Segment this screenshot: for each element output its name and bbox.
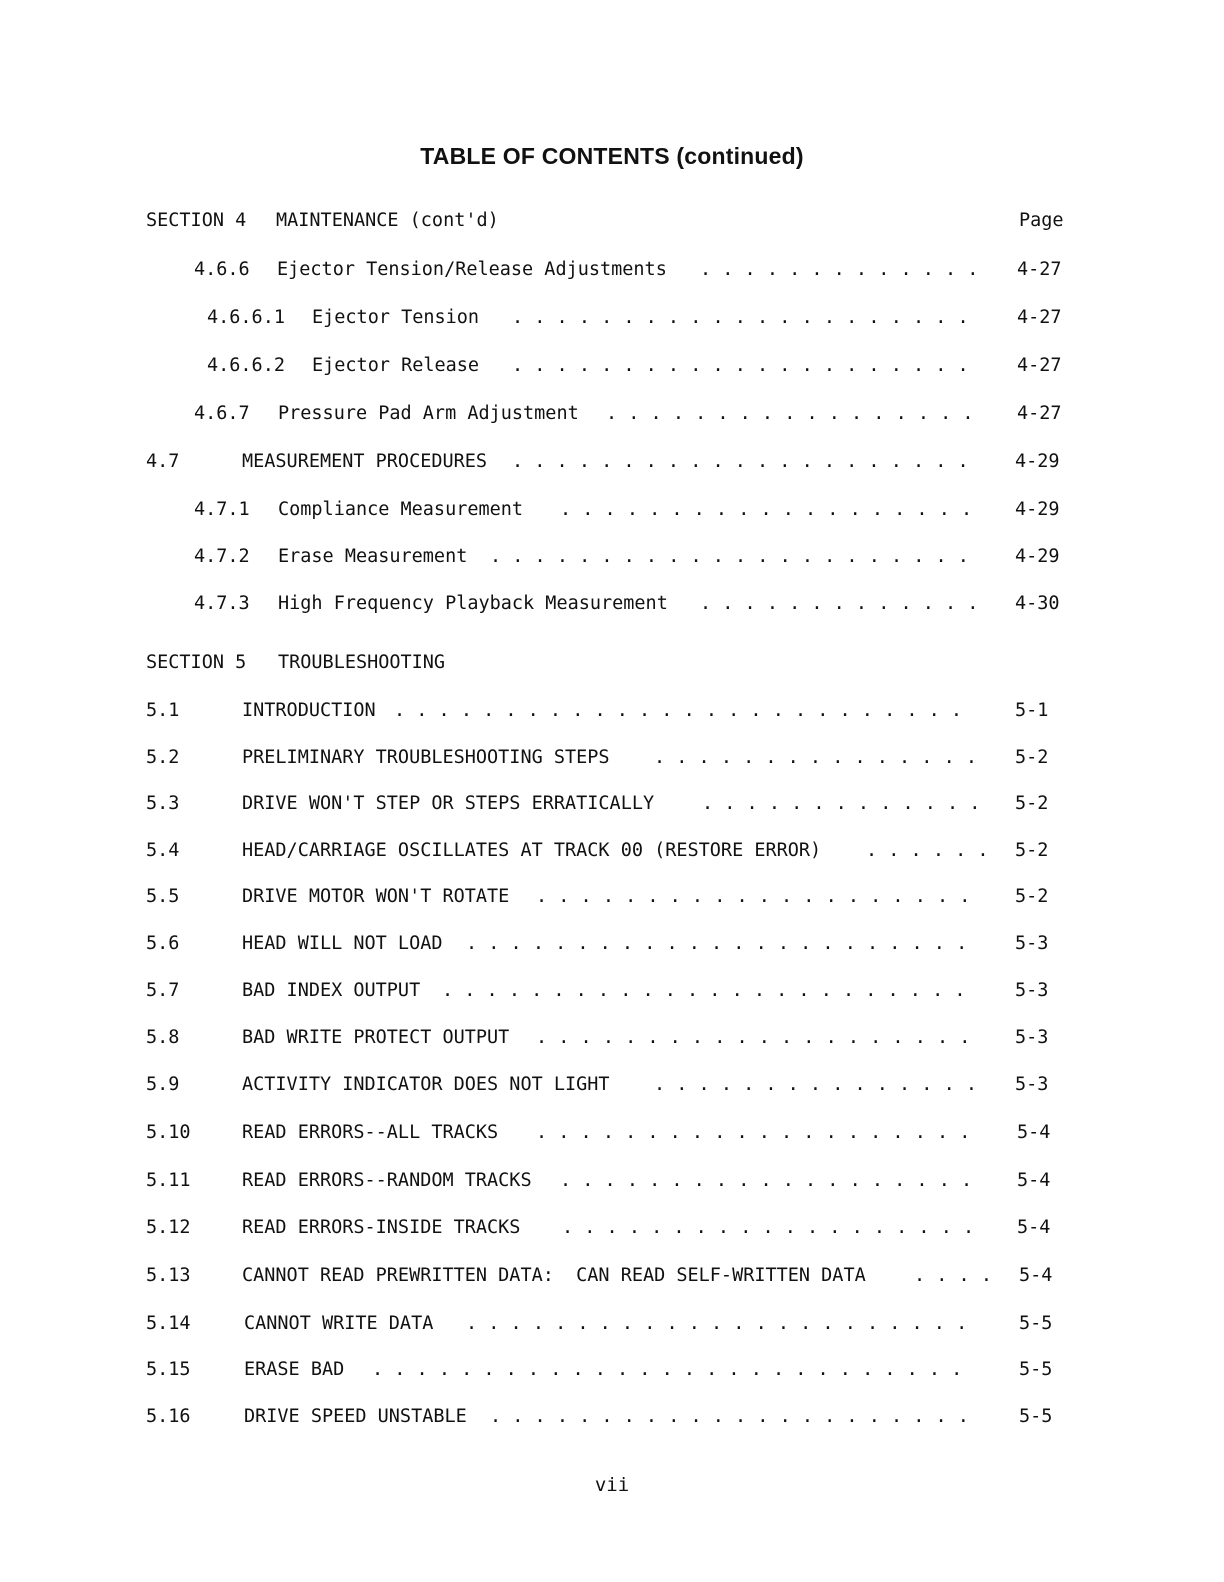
page-title: TABLE OF CONTENTS (continued) [420,143,804,169]
entry-page: 5-1 [1015,700,1049,721]
entry-title: Ejector Tension [312,307,480,328]
toc-entry[interactable] [0,977,1224,1005]
entry-page: 5-3 [1015,1074,1049,1095]
entry-title: ACTIVITY INDICATOR DOES NOT LIGHT [242,1074,610,1095]
entry-number: 5.14 [146,1313,191,1334]
toc-entry[interactable] [0,1403,1224,1431]
entry-title: READ ERRORS-INSIDE TRACKS [242,1217,521,1238]
entry-title: High Frequency Playback Measurement [278,593,668,614]
leader-dots: . . . . . . . . . . . . . . . . . . . [560,1170,973,1191]
entry-number: 5.1 [146,700,180,721]
leader-dots: . . . . . . . . . . . . . . . . . . . . . . [490,546,969,567]
entry-number: 5.13 [146,1265,191,1286]
entry-title: HEAD/CARRIAGE OSCILLATES AT TRACK 00 (RESTORE ERROR) [242,840,822,861]
toc-entry[interactable] [0,1310,1224,1338]
section-title: MAINTENANCE (cont'd) [276,210,499,231]
entry-number: 5.7 [146,980,180,1001]
toc-entry[interactable] [0,1262,1224,1290]
toc-entry[interactable] [0,352,1224,380]
entry-number: 5.2 [146,747,180,768]
entry-page: 4-27 [1017,355,1062,376]
leader-dots: . . . . . . . . . . . . . . . . . . . . [536,886,971,907]
leader-dots: . . . . . . . . . . . . . [700,259,979,280]
entry-page: 4-27 [1017,403,1062,424]
toc-entry[interactable] [0,1024,1224,1052]
page-number: vii [594,1474,630,1496]
section-label: SECTION 4 [146,210,247,231]
leader-dots: . . . . . . . . . . . . . . . . . [606,403,974,424]
entry-number: 4.6.6.1 [207,307,285,328]
entry-title: DRIVE MOTOR WON'T ROTATE [242,886,510,907]
entry-number: 5.9 [146,1074,180,1095]
entry-page: 5-5 [1019,1359,1053,1380]
entry-title: Compliance Measurement [278,499,524,520]
toc-entry[interactable] [0,697,1224,725]
entry-page: 5-4 [1017,1217,1051,1238]
entry-page: 5-2 [1015,886,1049,907]
toc-entry[interactable] [0,543,1224,571]
entry-page: 5-3 [1015,1027,1049,1048]
entry-title: READ ERRORS--ALL TRACKS [242,1122,499,1143]
entry-page: 4-27 [1017,259,1062,280]
toc-entry[interactable] [0,790,1224,818]
leader-dots: . . . . . . . . . . . . . . . . . . . . . . . . . . . [372,1359,963,1380]
toc-entry[interactable] [0,837,1224,865]
entry-page: 4-30 [1015,593,1060,614]
section-label: SECTION 5 [146,652,247,673]
entry-number: 5.15 [146,1359,191,1380]
entry-number: 4.7.3 [194,593,250,614]
section-header [0,207,1224,235]
leader-dots: . . . . . . . . . . . . . . . [654,747,978,768]
toc-entry[interactable] [0,883,1224,911]
entry-page: 5-3 [1015,980,1049,1001]
toc-entry[interactable] [0,496,1224,524]
toc-entry[interactable] [0,1071,1224,1099]
leader-dots: . . . . . . . . . . . . . . . . . . . . . . [490,1406,969,1427]
entry-number: 5.5 [146,886,180,907]
leader-dots: . . . . [914,1265,992,1286]
entry-title: Pressure Pad Arm Adjustment [278,403,579,424]
entry-title: ERASE BAD [244,1359,345,1380]
toc-entry[interactable] [0,304,1224,332]
entry-page: 4-29 [1015,546,1060,567]
entry-page: 4-27 [1017,307,1062,328]
leader-dots: . . . . . . . . . . . . . . . . . . . . . [512,355,969,376]
toc-entry[interactable] [0,744,1224,772]
entry-number: 5.12 [146,1217,191,1238]
entry-number: 4.6.7 [194,403,250,424]
entry-page: 5-5 [1019,1406,1053,1427]
entry-number: 5.11 [146,1170,191,1191]
entry-page: 5-5 [1019,1313,1053,1334]
entry-page: 4-29 [1015,499,1060,520]
toc-entry[interactable] [0,400,1224,428]
entry-title: MEASUREMENT PROCEDURES [242,451,488,472]
entry-title: DRIVE WON'T STEP OR STEPS ERRATICALLY [242,793,655,814]
leader-dots: . . . . . . . . . . . . . [702,793,981,814]
entry-title: CANNOT WRITE DATA [244,1313,434,1334]
leader-dots: . . . . . . . . . . . . . . . . . . . . . . . . . . [394,700,963,721]
entry-page: 5-4 [1019,1265,1053,1286]
toc-entry[interactable] [0,590,1224,618]
leader-dots: . . . . . . . . . . . . . . . [654,1074,978,1095]
page-column-heading: Page [1019,210,1064,231]
toc-entry[interactable] [0,1214,1224,1242]
leader-dots: . . . . . . . . . . . . . . . . . . . . . . . . [442,980,966,1001]
toc-entry[interactable] [0,448,1224,476]
entry-title: HEAD WILL NOT LOAD [242,933,443,954]
toc-entry[interactable] [0,1119,1224,1147]
entry-title: DRIVE SPEED UNSTABLE [244,1406,467,1427]
entry-title: Ejector Release [312,355,480,376]
section-title: TROUBLESHOOTING [278,652,446,673]
entry-number: 5.16 [146,1406,191,1427]
leader-dots: . . . . . . . . . . . . . [700,593,979,614]
entry-title: Ejector Tension/Release Adjustments [277,259,667,280]
entry-page: 5-4 [1017,1122,1051,1143]
entry-number: 5.10 [146,1122,191,1143]
leader-dots: . . . . . . . . . . . . . . . . . . . . . . . [466,933,968,954]
toc-entry[interactable] [0,1167,1224,1195]
entry-title: CANNOT READ PREWRITTEN DATA: CAN READ SELF-WRITTEN DATA [242,1265,866,1286]
entry-title: INTRODUCTION [242,700,376,721]
leader-dots: . . . . . . . . . . . . . . . . . . . . [536,1027,971,1048]
leader-dots: . . . . . . . . . . . . . . . . . . . . [536,1122,971,1143]
entry-title: PRELIMINARY TROUBLESHOOTING STEPS [242,747,610,768]
entry-title: Erase Measurement [278,546,468,567]
toc-entry[interactable] [0,256,1224,284]
leader-dots: . . . . . . . . . . . . . . . . . . . [562,1217,975,1238]
entry-number: 5.8 [146,1027,180,1048]
entry-page: 5-4 [1017,1170,1051,1191]
entry-number: 4.6.6 [194,259,250,280]
toc-entry[interactable] [0,1356,1224,1384]
entry-page: 5-2 [1015,747,1049,768]
leader-dots: . . . . . . . . . . . . . . . . . . . [560,499,973,520]
entry-number: 5.3 [146,793,180,814]
entry-page: 5-2 [1015,793,1049,814]
entry-page: 4-29 [1015,451,1060,472]
leader-dots: . . . . . . . . . . . . . . . . . . . . . [512,451,969,472]
leader-dots: . . . . . . . . . . . . . . . . . . . . . . . [466,1313,968,1334]
section-header [0,649,1224,677]
entry-title: BAD WRITE PROTECT OUTPUT [242,1027,510,1048]
entry-number: 5.4 [146,840,180,861]
toc-entry[interactable] [0,930,1224,958]
entry-number: 4.7.1 [194,499,250,520]
leader-dots: . . . . . . [866,840,989,861]
entry-number: 5.6 [146,933,180,954]
entry-title: READ ERRORS--RANDOM TRACKS [242,1170,532,1191]
entry-number: 4.7.2 [194,546,250,567]
entry-number: 4.7 [146,451,180,472]
entry-page: 5-2 [1015,840,1049,861]
entry-page: 5-3 [1015,933,1049,954]
leader-dots: . . . . . . . . . . . . . . . . . . . . . [512,307,969,328]
entry-title: BAD INDEX OUTPUT [242,980,421,1001]
entry-number: 4.6.6.2 [207,355,285,376]
